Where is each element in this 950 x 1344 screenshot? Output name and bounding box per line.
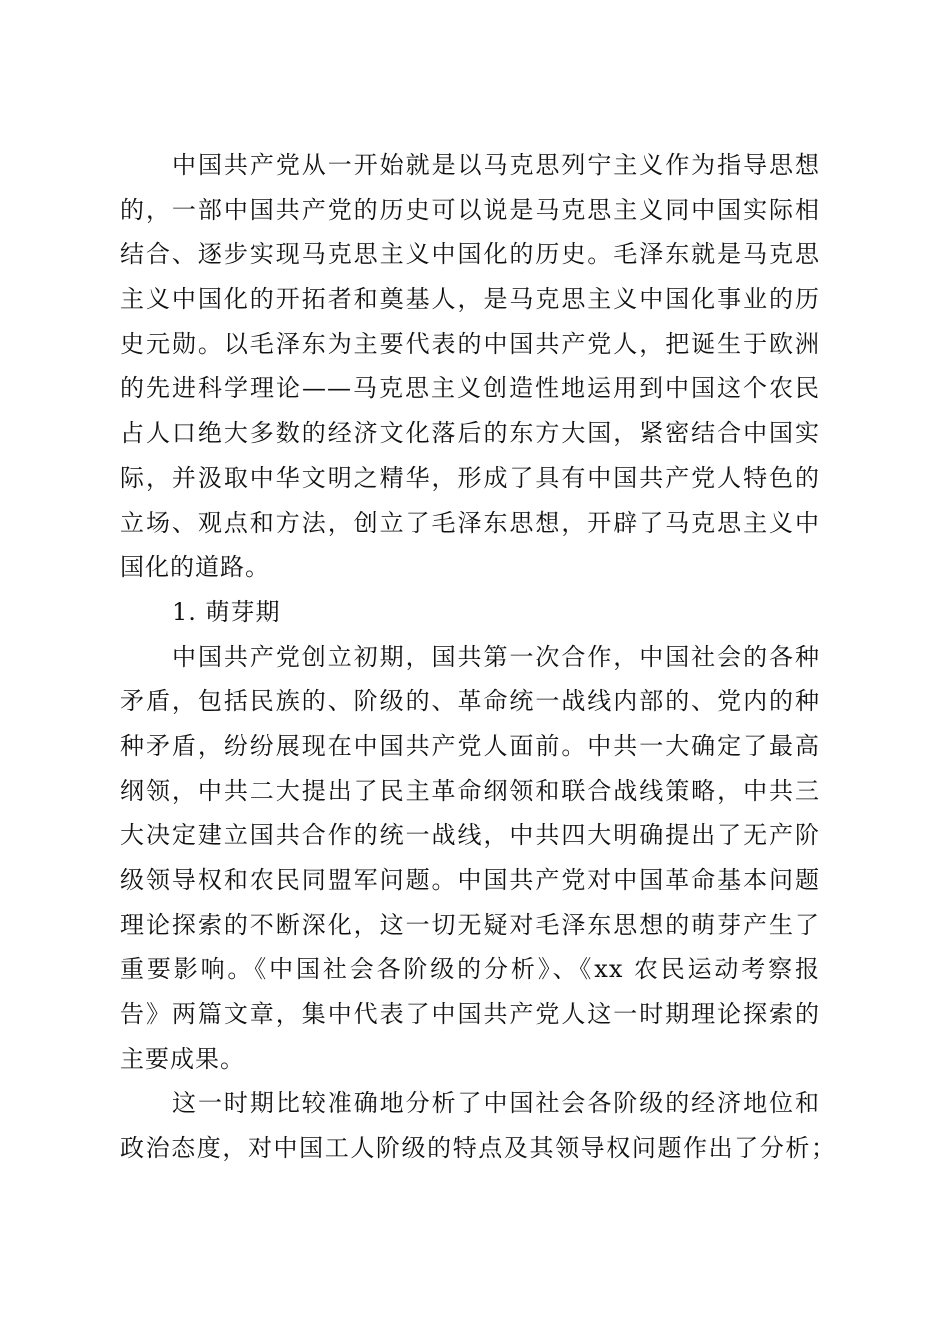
text-line: 立场、观点和方法，创立了毛泽东思想，开辟了马克思主义中 xyxy=(120,508,820,537)
text-line: 的先进科学理论——马克思主义创造性地运用到中国这个农民 xyxy=(120,374,820,403)
text-line: 种矛盾，纷纷展现在中国共产党人面前。中共一大确定了最高 xyxy=(120,731,820,760)
text-line: 的，一部中国共产党的历史可以说是马克思主义同中国实际相 xyxy=(120,195,820,224)
text-line: 际，并汲取中华文明之精华，形成了具有中国共产党人特色的 xyxy=(120,463,820,492)
text-line: 矛盾，包括民族的、阶级的、革命统一战线内部的、党内的种 xyxy=(120,687,820,716)
paragraph-sprouting-period xyxy=(120,635,820,1082)
text-line: 纲领，中共二大提出了民主革命纲领和联合战线策略，中共三 xyxy=(120,776,820,805)
text-line: 级领导权和农民同盟军问题。中国共产党对中国革命基本问题 xyxy=(120,866,820,894)
text-line: 占人口绝大多数的经济文化落后的东方大国，紧密结合中国实 xyxy=(120,419,820,448)
text-line: 主义中国化的开拓者和奠基人，是马克思主义中国化事业的历 xyxy=(120,285,820,314)
text-line: 大决定建立国共合作的统一战线，中共四大明确提出了无产阶 xyxy=(120,821,820,850)
text-line: 重要影响。《中国社会各阶级的分析》、《xx 农民运动考察报 xyxy=(120,955,820,984)
text-line: 政治态度，对中国工人阶级的特点及其领导权问题作出了分析； xyxy=(120,1134,836,1163)
text-line: 主要成果。 xyxy=(120,1044,245,1073)
paragraph-analysis xyxy=(120,1081,836,1170)
text-line: 中国共产党从一开始就是以马克思列宁主义作为指导思想 xyxy=(172,151,820,179)
text-line: 理论探索的不断深化，这一切无疑对毛泽东思想的萌芽产生了 xyxy=(120,910,820,939)
text-line: 告》两篇文章，集中代表了中国共产党人这一时期理论探索的 xyxy=(120,1000,820,1029)
text-line: 国化的道路。 xyxy=(120,553,270,582)
text-line: 结合、逐步实现马克思主义中国化的历史。毛泽东就是马克思 xyxy=(120,240,820,269)
heading-text: 1. 萌芽期 xyxy=(172,597,281,626)
document-body xyxy=(120,143,836,1171)
text-line: 中国共产党创立初期，国共第一次合作，中国社会的各种 xyxy=(172,642,820,671)
paragraph-intro xyxy=(120,143,820,590)
text-line: 这一时期比较准确地分析了中国社会各阶级的经济地位和 xyxy=(172,1089,820,1118)
text-line: 史元勋。以毛泽东为主要代表的中国共产党人，把诞生于欧洲 xyxy=(120,329,820,358)
section-heading xyxy=(120,590,820,635)
